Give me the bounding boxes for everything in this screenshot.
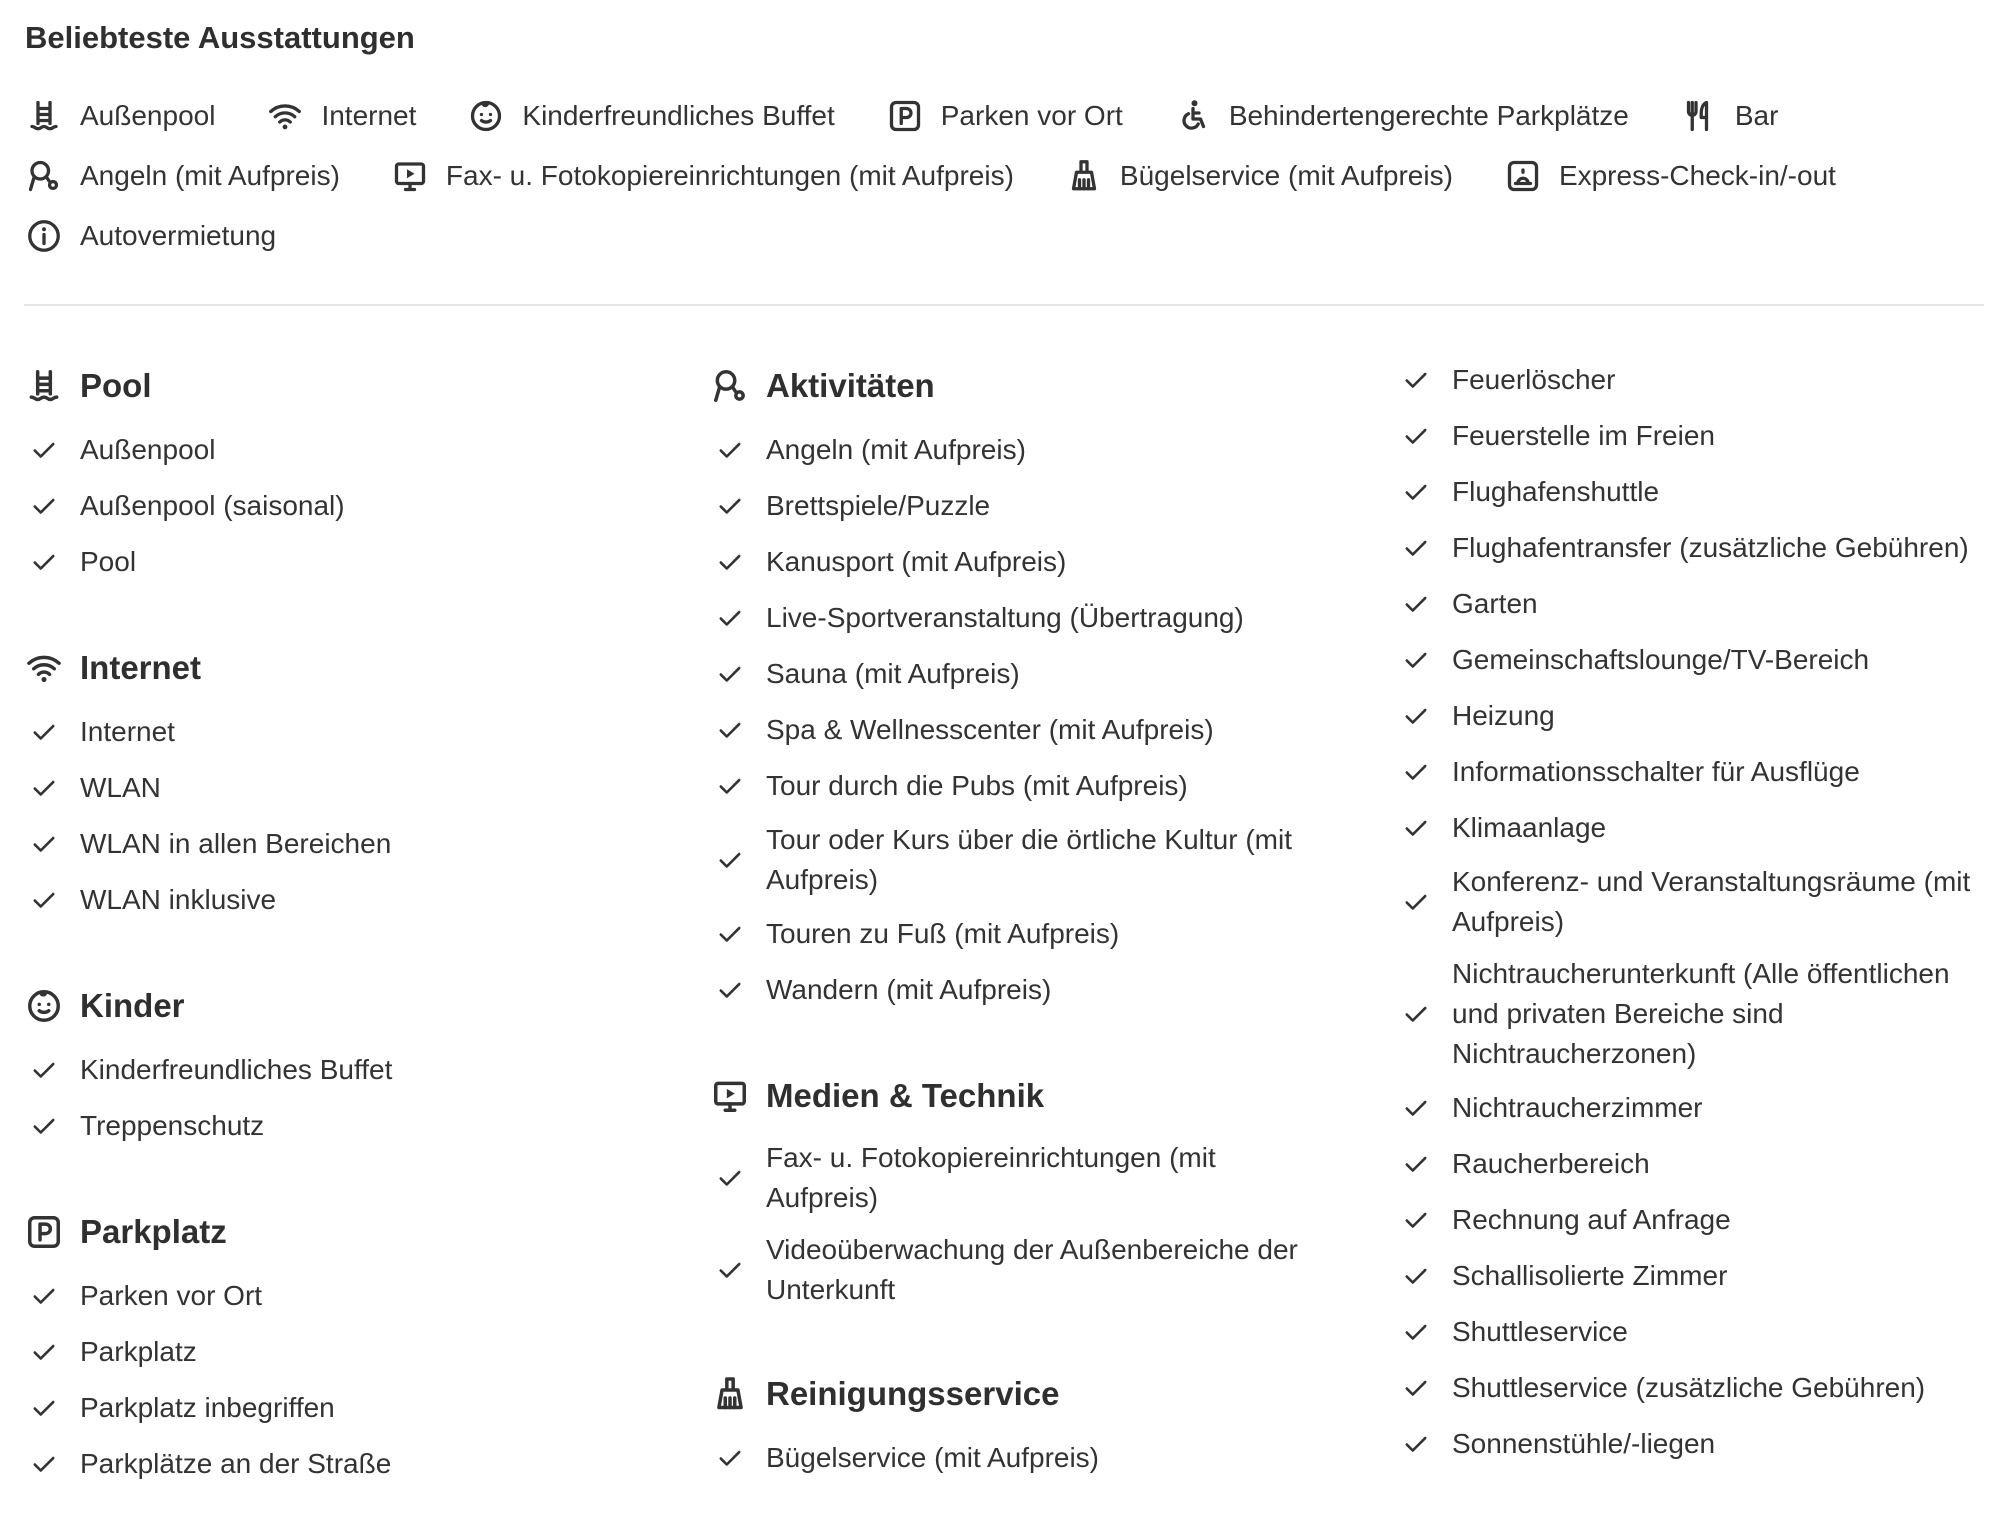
checkmark-icon: [24, 887, 64, 913]
info-icon: [24, 216, 64, 256]
checkmark-icon: [710, 1257, 750, 1283]
section-header: [710, 350, 1350, 422]
amenity-item-label: Tour oder Kurs über die örtliche Kultur (mit Aufpreis): [766, 824, 1292, 895]
amenity-item: [24, 816, 664, 872]
amenity-item-label: Fax- u. Fotokopiereinrichtungen (mit Aufpreis): [766, 1142, 1216, 1213]
amenity-item-label: Flughafentransfer (zusätzliche Gebühren): [1452, 532, 1969, 563]
checkmark-icon: [710, 1165, 750, 1191]
amenity-item: [24, 704, 664, 760]
amenity-item: [24, 1268, 664, 1324]
amenity-item: [24, 1380, 664, 1436]
checkmark-icon: [710, 437, 750, 463]
amenity-item-label: Parkplätze an der Straße: [80, 1448, 392, 1479]
bell-icon: [1503, 156, 1543, 196]
amenity-item-label: Parkplatz inbegriffen: [80, 1392, 335, 1423]
amenity-item-label: Treppenschutz: [80, 1110, 265, 1141]
popular-amenity-label: Behindertengerechte Parkplätze: [1228, 100, 1629, 131]
checkmark-icon: [710, 717, 750, 743]
amenity-item: [1396, 576, 1996, 632]
wheelchair-icon: [1173, 96, 1213, 136]
amenity-item: [1396, 856, 1996, 948]
amenity-item: [1396, 632, 1996, 688]
popular-amenity-label: Autovermietung: [80, 220, 277, 251]
checkmark-icon: [1396, 1263, 1436, 1289]
section-header: [24, 1196, 664, 1268]
checkmark-icon: [710, 921, 750, 947]
amenity-item: [1396, 800, 1996, 856]
amenity-item: [710, 1132, 1350, 1224]
amenity-item: [24, 1098, 664, 1154]
amenity-section: [1396, 352, 1996, 1472]
amenity-item-label: Klimaanlage: [1452, 812, 1607, 843]
amenity-item: [1396, 1416, 1996, 1472]
checkmark-icon: [24, 1113, 64, 1139]
amenity-item: [24, 872, 664, 928]
popular-amenity: [1173, 96, 1629, 136]
amenity-item-label: Heizung: [1452, 700, 1555, 731]
checkmark-icon: [24, 437, 64, 463]
amenity-item: [1396, 1248, 1996, 1304]
checkmark-icon: [710, 549, 750, 575]
checkmark-icon: [1396, 1001, 1436, 1027]
checkmark-icon: [1396, 703, 1436, 729]
amenity-section: [24, 350, 664, 590]
amenity-item-label: Shuttleservice: [1452, 1316, 1628, 1347]
section-header: [710, 1060, 1350, 1132]
parking-icon: [24, 1212, 64, 1252]
amenity-item-label: Live-Sportveranstaltung (Übertragung): [766, 602, 1244, 633]
amenity-item: [710, 590, 1350, 646]
amenity-item: [710, 534, 1350, 590]
checkmark-icon: [24, 1395, 64, 1421]
pool-icon: [24, 366, 64, 406]
amenity-item-label: Kanusport (mit Aufpreis): [766, 546, 1067, 577]
checkmark-icon: [1396, 647, 1436, 673]
section-header: [24, 632, 664, 704]
amenity-item-label: Videoüberwachung der Außenbereiche der Unterkunft: [766, 1234, 1298, 1305]
amenity-item: [24, 1042, 664, 1098]
section-title: Kinder: [80, 987, 185, 1024]
amenity-section: [24, 1196, 664, 1492]
amenity-item-label: Bügelservice (mit Aufpreis): [766, 1442, 1100, 1473]
checkmark-icon: [1396, 815, 1436, 841]
amenity-item-label: Sonnenstühle/-liegen: [1452, 1428, 1716, 1459]
amenity-section: [710, 1060, 1350, 1316]
amenity-item-label: Gemeinschaftslounge/TV-Bereich: [1452, 644, 1870, 675]
amenity-item: [24, 1324, 664, 1380]
popular-amenities-row: [24, 86, 1984, 146]
amenity-item: [710, 1430, 1350, 1486]
section-title: Parkplatz: [80, 1213, 227, 1250]
checkmark-icon: [24, 719, 64, 745]
popular-amenity: [24, 96, 215, 136]
checkmark-icon: [710, 493, 750, 519]
amenity-list: [710, 422, 1350, 1018]
amenity-section: [710, 350, 1350, 1018]
amenity-item: [1396, 1136, 1996, 1192]
popular-amenity: [265, 96, 416, 136]
section-header: [24, 350, 664, 422]
checkmark-icon: [1396, 889, 1436, 915]
section-title: Internet: [80, 649, 202, 686]
section-title: Reinigungsservice: [766, 1375, 1060, 1412]
amenity-item: [1396, 1360, 1996, 1416]
amenity-item: [1396, 352, 1996, 408]
checkmark-icon: [1396, 1375, 1436, 1401]
activity-icon: [710, 366, 750, 406]
amenity-item: [710, 422, 1350, 478]
popular-amenities-title: Beliebteste Ausstattungen: [25, 20, 415, 55]
amenity-item-label: Konferenz- und Veranstaltungsräume (mit Aufpreis): [1452, 866, 1971, 937]
checkmark-icon: [24, 775, 64, 801]
section-title: Aktivitäten: [766, 367, 935, 404]
amenity-item-label: Brettspiele/Puzzle: [766, 490, 991, 521]
amenity-item: [1396, 1080, 1996, 1136]
popular-amenities-row: [24, 206, 1984, 266]
checkmark-icon: [24, 1451, 64, 1477]
section-header: [24, 970, 664, 1042]
popular-amenity: [1503, 156, 1836, 196]
amenity-item: [710, 478, 1350, 534]
amenity-item-label: Nichtraucherunterkunft (Alle öffentlichen und privaten Bereiche sind Nichtraucherzonen): [1452, 958, 1950, 1069]
amenity-item: [710, 758, 1350, 814]
amenity-item-label: Schallisolierte Zimmer: [1452, 1260, 1728, 1291]
amenity-item-label: Außenpool (saisonal): [80, 490, 345, 521]
child-icon: [24, 986, 64, 1026]
popular-amenity-label: Fax- u. Fotokopiereinrichtungen (mit Aufpreis): [445, 160, 1014, 191]
amenity-item-label: Raucherbereich: [1452, 1148, 1650, 1179]
activity-icon: [24, 156, 64, 196]
amenity-item: [1396, 464, 1996, 520]
amenity-item-label: WLAN: [80, 772, 161, 803]
section-title: Medien & Technik: [766, 1077, 1045, 1114]
amenity-item-label: Tour durch die Pubs (mit Aufpreis): [766, 770, 1188, 801]
amenity-section: [24, 970, 664, 1154]
amenity-section: [24, 632, 664, 928]
amenity-item: [1396, 688, 1996, 744]
checkmark-icon: [1396, 1095, 1436, 1121]
checkmark-icon: [1396, 591, 1436, 617]
amenity-item-label: Parkplatz: [80, 1336, 197, 1367]
checkmark-icon: [1396, 1319, 1436, 1345]
checkmark-icon: [24, 493, 64, 519]
popular-amenity-label: Bügelservice (mit Aufpreis): [1119, 160, 1453, 191]
checkmark-icon: [1396, 535, 1436, 561]
amenity-list: [24, 1042, 664, 1154]
checkmark-icon: [24, 1283, 64, 1309]
amenity-item-label: Kinderfreundliches Buffet: [80, 1054, 393, 1085]
amenity-item-label: Außenpool: [80, 434, 216, 465]
broom-icon: [1064, 156, 1104, 196]
popular-amenities-list: [24, 86, 1984, 266]
amenity-item: [1396, 408, 1996, 464]
amenity-item: [710, 906, 1350, 962]
checkmark-icon: [710, 1445, 750, 1471]
checkmark-icon: [24, 1339, 64, 1365]
checkmark-icon: [710, 605, 750, 631]
amenity-item: [24, 478, 664, 534]
amenities-column-3: [1396, 352, 1996, 1514]
amenity-item: [1396, 1304, 1996, 1360]
amenity-item-label: WLAN inklusive: [80, 884, 277, 915]
amenity-item-label: Spa & Wellnesscenter (mit Aufpreis): [766, 714, 1214, 745]
checkmark-icon: [24, 1057, 64, 1083]
popular-amenity-label: Außenpool: [80, 100, 216, 131]
amenity-section: [710, 1358, 1350, 1486]
checkmark-icon: [710, 977, 750, 1003]
pool-icon: [24, 96, 64, 136]
amenity-item: [1396, 948, 1996, 1080]
popular-amenities-row: [24, 146, 1984, 206]
popular-amenity: [390, 156, 1014, 196]
checkmark-icon: [1396, 1207, 1436, 1233]
amenity-item: [24, 534, 664, 590]
popular-amenity: [1064, 156, 1453, 196]
amenity-item-label: Feuerstelle im Freien: [1452, 420, 1715, 451]
amenity-item-label: Informationsschalter für Ausflüge: [1452, 756, 1860, 787]
amenity-item: [710, 702, 1350, 758]
popular-amenity-label: Angeln (mit Aufpreis): [80, 160, 340, 191]
checkmark-icon: [710, 661, 750, 687]
amenity-item-label: Touren zu Fuß (mit Aufpreis): [766, 918, 1120, 949]
amenity-item-label: Sauna (mit Aufpreis): [766, 658, 1020, 689]
amenity-item: [1396, 520, 1996, 576]
amenity-list: [710, 1430, 1350, 1486]
amenity-item-label: Internet: [80, 716, 175, 747]
media-icon: [390, 156, 430, 196]
section-divider: [24, 304, 1984, 306]
checkmark-icon: [24, 549, 64, 575]
checkmark-icon: [1396, 479, 1436, 505]
amenity-list: [24, 422, 664, 590]
checkmark-icon: [24, 831, 64, 857]
amenity-list: [24, 1268, 664, 1492]
checkmark-icon: [1396, 1151, 1436, 1177]
wifi-icon: [265, 96, 305, 136]
checkmark-icon: [710, 847, 750, 873]
amenity-item-label: Flughafenshuttle: [1452, 476, 1660, 507]
amenity-item-label: Garten: [1452, 588, 1538, 619]
amenity-item-label: Rechnung auf Anfrage: [1452, 1204, 1731, 1235]
amenity-item: [24, 760, 664, 816]
media-icon: [710, 1076, 750, 1116]
amenity-item: [710, 1224, 1350, 1316]
amenity-list: [710, 1132, 1350, 1316]
amenity-list: [1396, 352, 1996, 1472]
checkmark-icon: [1396, 759, 1436, 785]
amenity-item: [710, 646, 1350, 702]
restaurant-icon: [1679, 96, 1719, 136]
popular-amenity: [24, 156, 340, 196]
popular-amenity: [24, 216, 276, 256]
amenity-item-label: Pool: [80, 546, 137, 577]
amenity-list: [24, 704, 664, 928]
amenity-item-label: Nichtraucherzimmer: [1452, 1092, 1703, 1123]
popular-amenity: [466, 96, 834, 136]
checkmark-icon: [1396, 367, 1436, 393]
amenities-column-2: [710, 350, 1350, 1528]
popular-amenity-label: Parken vor Ort: [940, 100, 1123, 131]
popular-amenity: [1679, 96, 1779, 136]
amenity-item-label: Shuttleservice (zusätzliche Gebühren): [1452, 1372, 1926, 1403]
child-icon: [466, 96, 506, 136]
amenity-item: [710, 814, 1350, 906]
amenity-item-label: WLAN in allen Bereichen: [80, 828, 392, 859]
broom-icon: [710, 1374, 750, 1414]
amenity-item: [1396, 1192, 1996, 1248]
parking-icon: [885, 96, 925, 136]
wifi-icon: [24, 648, 64, 688]
popular-amenity-label: Kinderfreundliches Buffet: [522, 100, 835, 131]
amenity-item-label: Angeln (mit Aufpreis): [766, 434, 1026, 465]
amenity-item: [1396, 744, 1996, 800]
checkmark-icon: [710, 773, 750, 799]
amenity-item: [710, 962, 1350, 1018]
amenity-item-label: Wandern (mit Aufpreis): [766, 974, 1052, 1005]
section-header: [710, 1358, 1350, 1430]
amenities-column-1: [24, 350, 664, 1534]
checkmark-icon: [1396, 423, 1436, 449]
popular-amenity: [885, 96, 1123, 136]
amenity-item-label: Feuerlöscher: [1452, 364, 1616, 395]
section-title: Pool: [80, 367, 152, 404]
popular-amenity-label: Express-Check-in/-out: [1558, 160, 1836, 191]
popular-amenity-label: Bar: [1734, 100, 1779, 131]
checkmark-icon: [1396, 1431, 1436, 1457]
amenity-item: [24, 422, 664, 478]
amenity-item: [24, 1436, 664, 1492]
amenity-item-label: Parken vor Ort: [80, 1280, 263, 1311]
popular-amenity-label: Internet: [321, 100, 417, 131]
